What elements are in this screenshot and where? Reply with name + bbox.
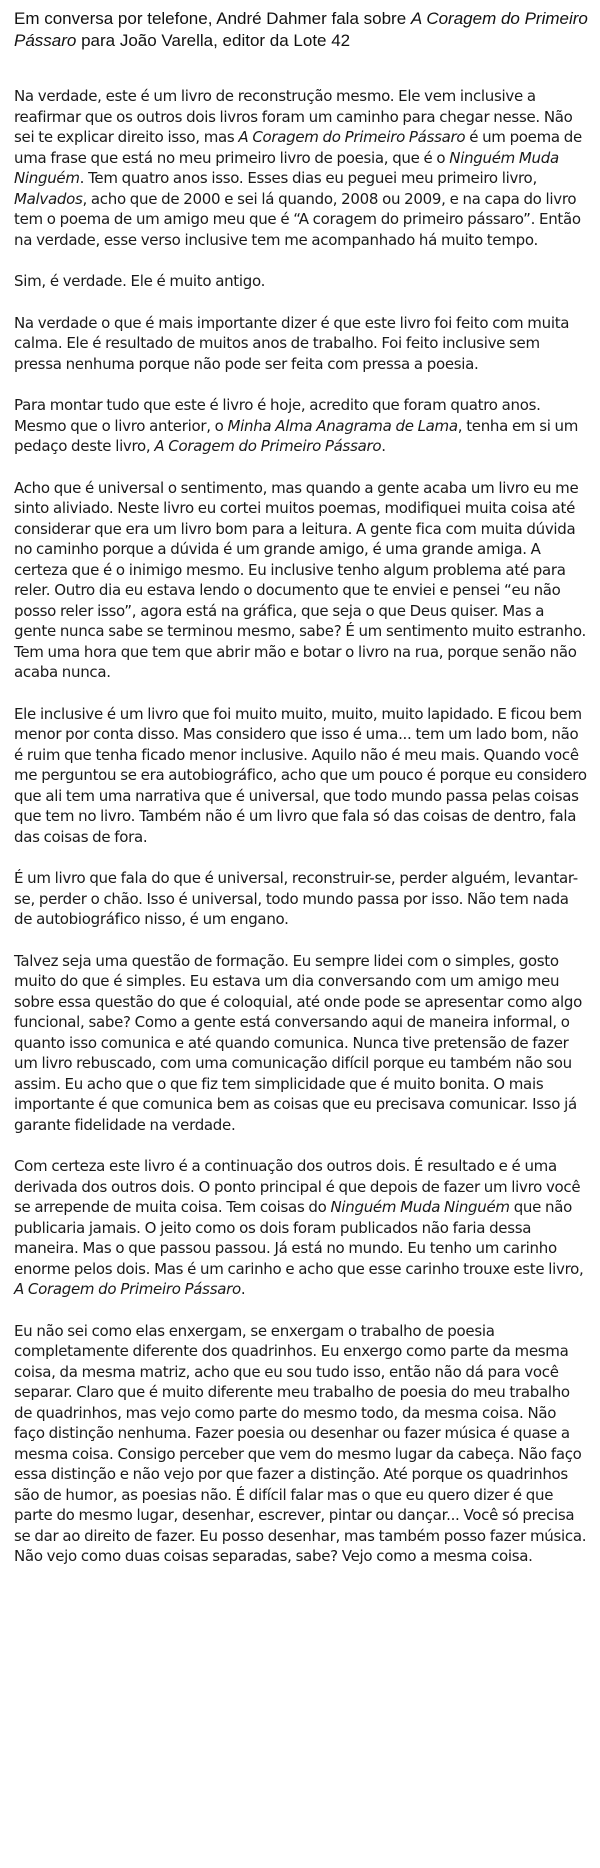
paragraph-text: . (381, 437, 386, 455)
answer-paragraph (14, 868, 588, 930)
paragraph-text: Acho que é universal o sentimento, mas quando a gente acaba um livro eu me sinto aliviado. Neste livro eu cortei muitos poemas, modifiquei muita coisa até considerar que era um livro bom para a leitura. A gente fica com muita dúvida no caminho porque a dúvida é um grande amigo, é uma grande amiga. A certeza que é o inimigo mesmo. Eu inclusive tenho algum problema até para reler. Outro dia eu estava lendo o documento que te enviei e pensei “eu não posso reler isso”, agora está na gráfica, que seja o que Deus quiser. Mas a gente nunca sabe se terminou mesmo, sabe? É um sentimento muito estranho. Tem uma hora que tem que abrir mão e botar o livro na rua, porque senão não acaba nunca. (14, 478, 587, 681)
book-title: A Coragem do Primeiro Pássaro (154, 437, 382, 455)
paragraph-text: , tenha em si um pedaço deste livro, (14, 416, 579, 455)
paragraph-text: Com certeza este livro é a continuação dos outros dois. É resultado e é uma derivada dos outros dois. O ponto principal é que depois de fazer um livro você se arrepende de muita coisa. Tem coisas do (14, 1157, 581, 1216)
paragraph-text: Na verdade, este é um livro de reconstrução mesmo. Ele vem inclusive a reafirmar que os outros dois livros foram um caminho para chegar nesse. Não sei te explicar direito isso, mas (14, 87, 573, 146)
paragraph-text: que não publicaria jamais. O jeito como os dois foram publicados não faria dessa maneira. Mas o que passou passou. Já está no mundo. Eu tenho um carinho enorme pelos dois. Mas é um carinho e acho que esse carinho trouxe este livro, (14, 1198, 584, 1278)
answer-paragraph (14, 313, 588, 375)
book-title: Ninguém Muda Ninguém (330, 1198, 510, 1216)
answer-paragraph (14, 704, 588, 848)
paragraph-text: Na verdade o que é mais importante dizer é que este livro foi feito com muita calma. Ele é resultado de muitos anos de trabalho. Foi feito inclusive sem pressa nenhuma porque não pode ser feita com pressa a poesia. (14, 313, 570, 373)
paragraph-text: Eu não sei como elas enxergam, se enxergam o trabalho de poesia completamente diferente dos quadrinhos. Eu enxergo como parte da mesma coisa, da mesma matriz, acho que eu sou tudo isso, então não dá para você separar. Claro que é muito diferente meu trabalho de poesia do meu trabalho de quadrinhos, mas vejo como parte do mesmo todo, da mesma coisa. Não faço distinção nenhuma. Fazer poesia ou desenhar ou fazer música é quase a mesma coisa. Consigo perceber que vem do mesmo lugar da cabeça. Não faço essa distinção e não vejo por que fazer a distinção. Até porque os quadrinhos são de humor, as poesias não. É difícil falar mas o que eu quero dizer é que parte do mesmo lugar, desenhar, escrever, pintar ou dançar... Você só precisa se dar ao direito de fazer. Eu posso desenhar, mas também posso fazer música. Não vejo como duas coisas separadas, sabe? Vejo como a mesma coisa. (14, 1321, 587, 1565)
paragraph-text: Talvez seja uma questão de formação. Eu sempre lidei com o simples, gosto muito do que é simples. Eu estava um dia conversando com um amigo meu sobre essa questão do que é coloquial, até onde pode se apresentar como algo funcional, sabe? Como a gente está conversando aqui de maneira informal, o quanto isso comunica e até quando comunica. Nunca tive pretensão de fazer um livro rebuscado, com uma comunicação difícil porque eu também não sou assim. Eu acho que o que fiz tem simplicidade que é muito bonita. O mais importante é que comunica bem as coisas que eu precisava comunicar. Isso já garante fidelidade na verdade. (14, 951, 582, 1134)
paragraph-text: Sim, é verdade. Ele é muito antigo. (14, 272, 266, 290)
answer-paragraph (14, 1156, 588, 1300)
answer-paragraph (14, 271, 588, 292)
answer-paragraph (14, 951, 588, 1136)
paragraph-text: . Tem quatro anos isso. Esses dias eu peguei meu primeiro livro, (79, 169, 537, 187)
title-book: A Coragem do Primeiro Pássaro (14, 9, 588, 50)
paragraph-text: Para montar tudo que este é livro é hoje, acredito que foram quatro anos. Mesmo que o livro anterior, o (14, 396, 541, 435)
answer-paragraph (14, 395, 588, 457)
book-title: Ninguém Muda Ninguém (14, 148, 559, 187)
book-title: Minha Alma Anagrama de Lama (227, 416, 458, 435)
paragraph-text: é um poema de uma frase que está no meu primeiro livro de poesia, que é o (14, 128, 582, 167)
answer-paragraph (14, 478, 588, 683)
page-title (14, 8, 588, 52)
answer-paragraph (14, 1321, 588, 1567)
answer-paragraph (14, 86, 588, 250)
paragraph-text: É um livro que fala do que é universal, reconstruir-se, perder alguém, levantar-se, perder o chão. Isso é universal, todo mundo passa por isso. Não tem nada de autobiográfico nisso, é um engano. (14, 869, 578, 928)
book-title: Malvados (14, 189, 83, 208)
book-title: A Coragem do Primeiro Pássaro (14, 1280, 241, 1298)
title-lead: Em conversa por telefone, André Dahmer fala sobre (14, 9, 411, 28)
paragraph-text: . (240, 1280, 246, 1298)
book-title: A Coragem do Primeiro Pássaro (238, 128, 466, 146)
paragraph-text: , acho que de 2000 e sei lá quando, 2008 ou 2009, e na capa do livro tem o poema de um amigo meu que é “A coragem do primeiro pássaro”. Então na verdade, esse verso inclusive tem me acompanhado há muito tempo. (14, 189, 581, 249)
paragraph-text: Ele inclusive é um livro que foi muito muito, muito, muito lapidado. E ficou bem menor por conta disso. Mas considero que isso é uma... tem um lado bom, não é ruim que tenha ficado menor inclusive. Aquilo não é meu mais. Quando você me perguntou se era autobiográfico, acho que um pouco é porque eu considero que ali tem uma narrativa que é universal, que todo mundo passa pelas coisas que tem no livro. Também não é um livro que fala só das coisas de dentro, fala das coisas de fora. (14, 704, 587, 846)
article-body (14, 86, 588, 1567)
title-tail: para João Varella, editor da Lote 42 (76, 31, 351, 50)
